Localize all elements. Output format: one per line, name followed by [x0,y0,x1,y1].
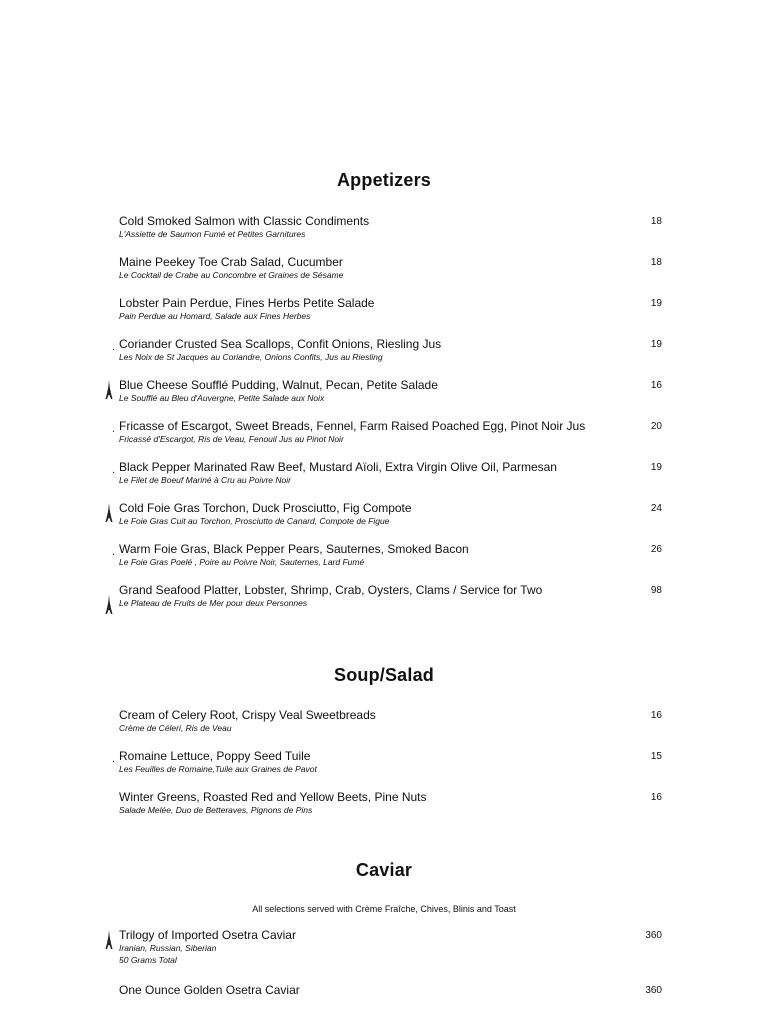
item-french: Salade Melée, Duo de Betteraves, Pignons de Pins [119,805,313,815]
item-french: Le Plateau de Fruits de Mer pour deux Personnes [119,598,308,608]
item-price: 24 [650,503,662,514]
item-french: Les Feuilles de Romaine,Tuile aux Graines de Pavot [119,764,317,774]
item-french: Le Filet de Boeuf Mariné à Cru au Poivre Noir [119,475,291,485]
item-price: 19 [650,339,662,350]
eiffel-tower-icon [104,503,114,523]
dot-marker: . [112,423,116,435]
item-french: Crème de Céleri, Ris de Veau [119,723,232,733]
menu-item [0,542,768,576]
item-name: Romaine Lettuce, Poppy Seed Tuile [119,749,311,763]
menu-item [0,790,768,824]
item-name: Blue Cheese Soufflé Pudding, Walnut, Pecan, Petite Salade [119,378,438,392]
menu-item [0,460,768,494]
item-french: L'Assiette de Saumon Fumé et Petites Garnitures [119,229,306,239]
item-name: Fricasse of Escargot, Sweet Breads, Fennel, Farm Raised Poached Egg, Pinot Noir Jus [119,419,586,433]
item-french: Fricassé d'Escargot, Ris de Veau, Fenouil Jus au Pinot Noir [119,434,344,444]
item-french: Le Soufflé au Bleu d'Auvergne, Petite Salade aux Noix [119,393,325,403]
menu-item [0,419,768,453]
menu-item [0,749,768,783]
item-price: 19 [650,298,662,309]
item-name: Trilogy of Imported Osetra Caviar [119,928,296,942]
section-title-appetizers: Appetizers [336,170,432,190]
item-french: Le Cocktail de Crabe au Concombre et Graines de Sésame [119,270,344,280]
menu-item [0,255,768,289]
dot-marker: . [112,753,116,765]
section-title-soup-salad: Soup/Salad [333,665,434,685]
item-name: Warm Foie Gras, Black Pepper Pears, Sauternes, Smoked Bacon [119,542,469,556]
item-price: 98 [650,585,662,596]
eiffel-tower-icon [104,930,114,950]
item-french: Les Noix de St Jacques au Coriandre, Onions Confits, Jus au Riesling [119,352,383,362]
eiffel-tower-icon [104,595,114,615]
dot-marker: . [112,341,116,353]
item-detail: 50 Grams Total [119,955,177,965]
item-price: 16 [650,710,662,721]
item-name: Cold Smoked Salmon with Classic Condiments [119,214,370,228]
menu-item [0,983,768,1003]
item-price: 360 [645,985,662,996]
item-price: 20 [650,421,662,432]
menu-item [0,928,768,974]
item-french: Iranian, Russian, Siberian [119,943,217,953]
item-price: 15 [650,751,662,762]
item-price: 19 [650,462,662,473]
eiffel-tower-icon [104,380,114,400]
menu-item [0,378,768,412]
item-name: Coriander Crusted Sea Scallops, Confit Onions, Riesling Jus [119,337,442,351]
item-price: 26 [650,544,662,555]
menu-item [0,214,768,248]
item-name: Black Pepper Marinated Raw Beef, Mustard Aïoli, Extra Virgin Olive Oil, Parmesan [119,460,557,474]
item-price: 18 [650,257,662,268]
item-name: One Ounce Golden Osetra Caviar [119,983,300,997]
item-name: Winter Greens, Roasted Red and Yellow Beets, Pine Nuts [119,790,427,804]
menu-item [0,583,768,617]
item-french: Le Foie Gras Poelé , Poire au Poivre Noir, Sauternes, Lard Fumé [119,557,365,567]
item-price: 16 [650,380,662,391]
item-name: Cream of Celery Root, Crispy Veal Sweetbreads [119,708,376,722]
menu-item [0,337,768,371]
item-price: 18 [650,216,662,227]
item-name: Lobster Pain Perdue, Fines Herbs Petite Salade [119,296,375,310]
dot-marker: . [112,546,116,558]
item-french: Pain Perdue au Homard, Salade aux Fines Herbes [119,311,311,321]
menu-item [0,296,768,330]
caviar-note: All selections served with Crème Fraîche, Chives, Blinis and Toast [252,904,516,914]
item-price: 16 [650,792,662,803]
item-french: Le Foie Gras Cuit au Torchon, Prosciutto de Canard, Compote de Figue [119,516,390,526]
menu-item [0,708,768,742]
item-name: Cold Foie Gras Torchon, Duck Prosciutto, Fig Compote [119,501,412,515]
section-title-caviar: Caviar [355,860,413,880]
item-price: 360 [645,930,662,941]
item-name: Grand Seafood Platter, Lobster, Shrimp, Crab, Oysters, Clams / Service for Two [119,583,543,597]
dot-marker: . [112,464,116,476]
item-name: Maine Peekey Toe Crab Salad, Cucumber [119,255,343,269]
menu-item [0,501,768,535]
